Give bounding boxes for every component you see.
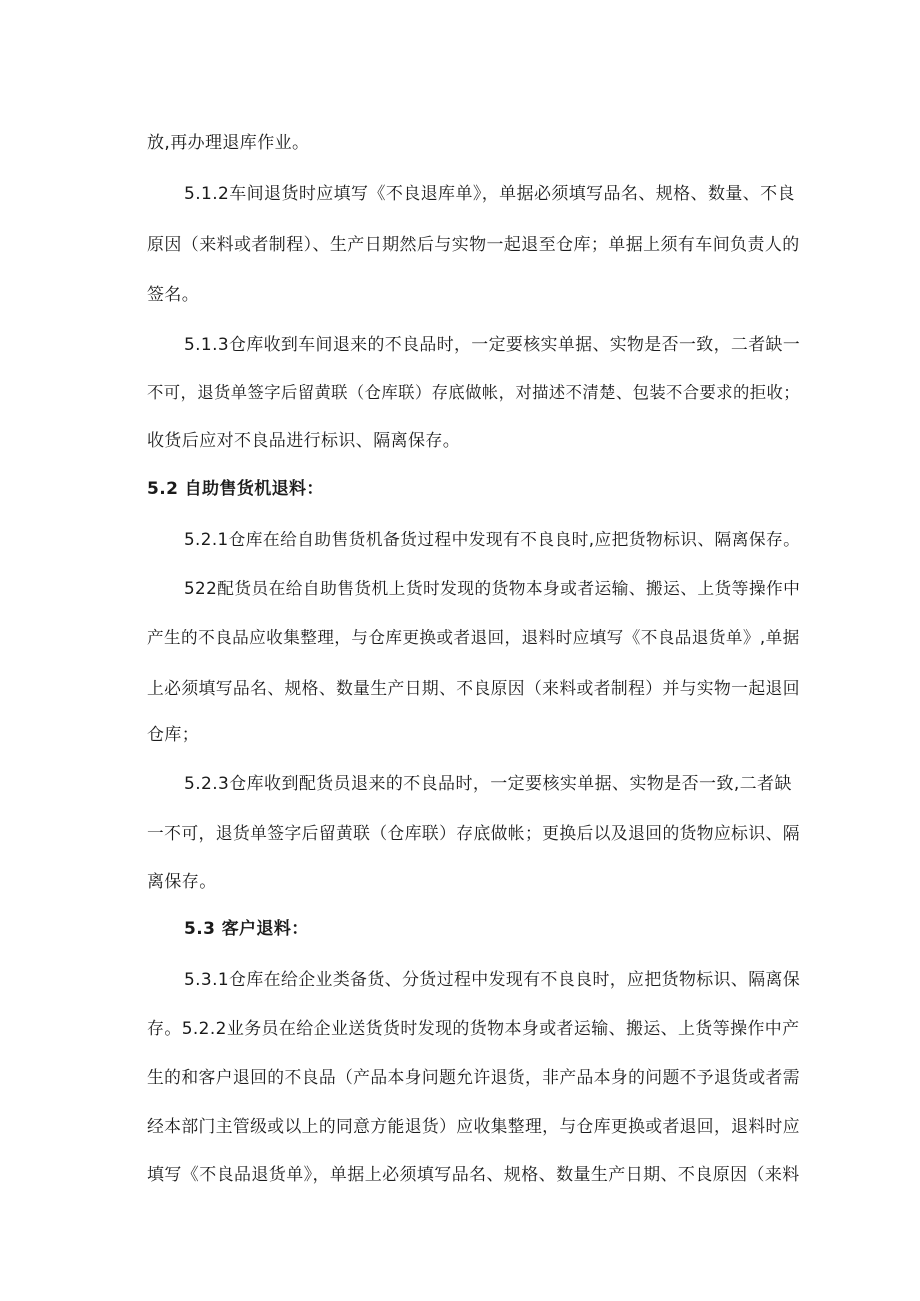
- clause-5-2-2-line: 522配货员在给自助售货机上货时发现的货物本身或者运输、搬运、上货等操作中: [184, 578, 801, 598]
- body-text-line: 不可，退货单签字后留黄联（仓库联）存底做帐，对描述不清楚、包装不合要求的拒收；: [147, 383, 801, 402]
- clause-5-1-2-line: 5.1.2车间退货时应填写《不良退库单》，单据必须填写品名、规格、数量、不良: [184, 184, 795, 204]
- body-text-line: 填写《不良品退货单》，单据上必须填写品名、规格、数量生产日期、不良原因（来料: [147, 1165, 800, 1185]
- body-text-line: 产生的不良品应收集整理，与仓库更换或者退回，退料时应填写《不良品退货单》,单据: [147, 628, 800, 647]
- body-text-line: 上必须填写品名、规格、数量生产日期、不良原因（来料或者制程）并与实物一起退回: [147, 678, 800, 698]
- body-text-line: 收货后应对不良品进行标识、隔离保存。: [147, 431, 461, 451]
- clause-5-1-3-line: 5.1.3仓库收到车间退来的不良品时，一定要核实单据、实物是否一致，二者缺一: [184, 334, 801, 354]
- body-text-line: 仓库；: [147, 725, 200, 745]
- body-text-line: 签名。: [147, 285, 200, 305]
- clause-5-3-1-line: 5.3.1仓库在给企业类备货、分货过程中发现有不良良时，应把货物标识、隔离保: [184, 969, 801, 989]
- body-text-line: 存。5.2.2业务员在给企业送货货时发现的货物本身或者运输、搬运、上货等操作中产: [147, 1018, 800, 1038]
- body-text-line: 原因（来料或者制程）、生产日期然后与实物一起退至仓库；单据上须有车间负责人的: [147, 235, 800, 255]
- section-heading-5-3: 5.3 客户退料：: [184, 919, 309, 939]
- body-text-line: 离保存。: [147, 872, 217, 892]
- body-text-line: 放,再办理退库作业。: [147, 133, 310, 153]
- section-heading-5-2: 5.2 自助售货机退料：: [147, 479, 324, 499]
- body-text-line: 一不可，退货单签字后留黄联（仓库联）存底做帐；更换后以及退回的货物应标识、隔: [147, 823, 800, 843]
- clause-5-2-1-line: 5.2.1仓库在给自助售货机备货过程中发现有不良良时,应把货物标识、隔离保存。: [184, 529, 801, 549]
- clause-5-2-3-line: 5.2.3仓库收到配货员退来的不良品时，一定要核实单据、实物是否一致,二者缺: [184, 774, 792, 794]
- body-text-line: 经本部门主管级或以上的同意方能退货）应收集整理，与仓库更换或者退回，退料时应: [147, 1116, 800, 1136]
- body-text-line: 生的和客户退回的不良品（产品本身问题允许退货，非产品本身的问题不予退货或者需: [147, 1067, 800, 1087]
